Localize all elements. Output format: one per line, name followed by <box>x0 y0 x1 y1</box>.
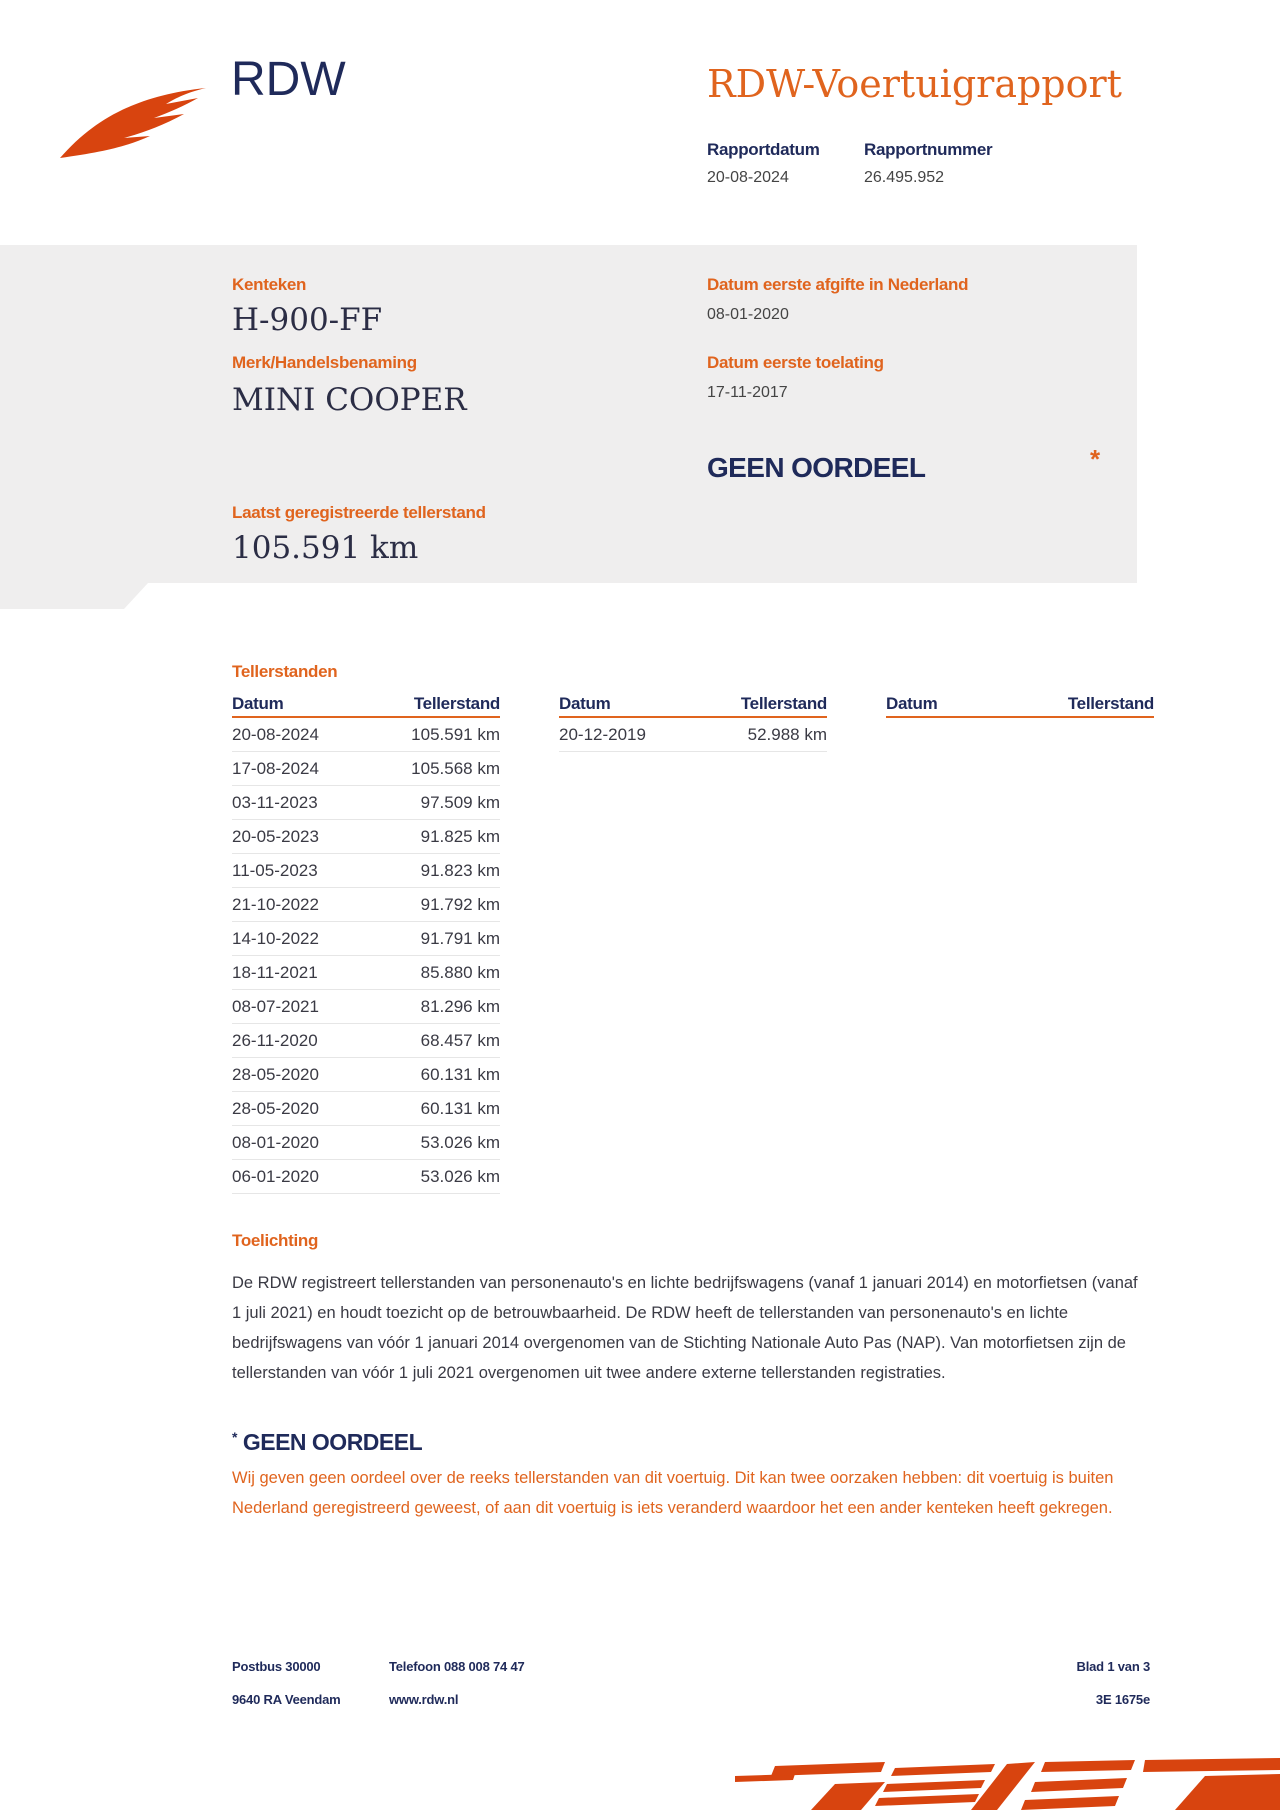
table-row <box>232 718 500 752</box>
row-reading: 91.791 km <box>420 928 500 948</box>
make-label: Merk/Handelsbenaming <box>232 353 417 372</box>
footer-website[interactable]: www.rdw.nl <box>389 1692 459 1707</box>
row-reading: 105.591 km <box>411 724 500 744</box>
last-odometer-label: Laatst geregistreerde tellerstand <box>232 503 486 522</box>
odometer-table-header <box>559 690 827 718</box>
row-date: 08-01-2020 <box>232 1132 319 1152</box>
note-title <box>232 1429 422 1456</box>
footer-page-number: Blad 1 van 3 <box>1076 1659 1150 1674</box>
table-row <box>232 1160 500 1194</box>
note-text: Wij geven geen oordeel over de reeks tellerstanden van dit voertuig. Dit kan twee oorzaken hebben: dit voertuig is buiten Nederland geregistreerd geweest, of aan dit voertuig is iets veranderd waardoor het een ander kenteken heeft gekregen. <box>232 1469 1114 1517</box>
row-date: 08-07-2021 <box>232 996 319 1016</box>
row-reading: 60.131 km <box>420 1098 500 1118</box>
odometer-column-1 <box>232 690 500 1194</box>
verdict-marker: * <box>1090 444 1101 474</box>
odometer-table-header <box>886 690 1154 718</box>
row-date: 28-05-2020 <box>232 1064 319 1084</box>
summary-panel <box>0 245 1137 583</box>
table-row <box>232 786 500 820</box>
row-reading: 60.131 km <box>420 1064 500 1084</box>
table-row <box>559 718 827 752</box>
row-reading: 105.568 km <box>411 758 500 778</box>
note-title-text: GEEN OORDEEL <box>242 1429 423 1455</box>
last-odometer-value: 105.591 km <box>232 530 419 566</box>
odometer-table-header <box>232 690 500 718</box>
row-reading: 91.825 km <box>420 826 500 846</box>
table-row <box>232 1024 500 1058</box>
first-admission-value: 17-11-2017 <box>707 384 788 401</box>
col-reading-header: Tellerstand <box>413 694 500 713</box>
row-date: 20-12-2019 <box>559 724 646 744</box>
table-row <box>232 922 500 956</box>
report-date-label: Rapportdatum <box>707 140 820 159</box>
row-date: 26-11-2020 <box>232 1030 318 1050</box>
odometer-column-3 <box>886 690 1154 718</box>
report-date: 20-08-2024 <box>707 169 789 186</box>
odometer-section-title: Tellerstanden <box>232 662 338 681</box>
footer-city: 9640 RA Veendam <box>232 1692 341 1707</box>
row-reading: 85.880 km <box>420 962 500 982</box>
odometer-column-2 <box>559 690 827 752</box>
row-date: 20-08-2024 <box>232 724 319 744</box>
row-reading: 53.026 km <box>420 1132 500 1152</box>
row-reading: 68.457 km <box>420 1030 500 1050</box>
row-reading: 52.988 km <box>747 724 827 744</box>
row-date: 18-11-2021 <box>232 962 318 982</box>
col-date-header: Datum <box>232 694 284 713</box>
row-reading: 97.509 km <box>420 792 500 812</box>
row-reading: 81.296 km <box>420 996 500 1016</box>
row-date: 28-05-2020 <box>232 1098 319 1118</box>
explanation-title: Toelichting <box>232 1231 319 1250</box>
report-number: 26.495.952 <box>864 169 945 186</box>
first-issue-label: Datum eerste afgifte in Nederland <box>707 275 969 294</box>
row-reading: 91.823 km <box>420 860 500 880</box>
explanation-text: De RDW registreert tellerstanden van personenauto's en lichte bedrijfswagens (vanaf 1 januari 2014) en motorfietsen (vanaf 1 juli 2021) en houdt toezicht op de betrouwbaarheid. De RDW heeft de tellerstanden van personenauto's en lichte bedrijfswagens van vóór 1 januari 2014 overgenomen van de Stichting Nationale Auto Pas (NAP). Van motorfietsen zijn de tellerstanden van vóór 1 juli 2021 overgenomen uit twee andere externe tellerstanden registraties. <box>232 1274 1138 1382</box>
table-row <box>232 820 500 854</box>
footer-phone: Telefoon 088 008 74 47 <box>389 1659 525 1674</box>
table-row <box>232 888 500 922</box>
row-date: 17-08-2024 <box>232 758 319 778</box>
note-marker: * <box>232 1429 237 1445</box>
col-reading-header: Tellerstand <box>1067 694 1154 713</box>
col-date-header: Datum <box>559 694 611 713</box>
row-date: 14-10-2022 <box>232 928 319 948</box>
footer-stripes-graphic <box>735 1758 1280 1810</box>
row-date: 11-05-2023 <box>232 860 318 880</box>
col-date-header: Datum <box>886 694 938 713</box>
verdict: GEEN OORDEEL <box>707 452 926 483</box>
row-date: 03-11-2023 <box>232 792 318 812</box>
row-reading: 53.026 km <box>420 1166 500 1186</box>
table-row <box>232 990 500 1024</box>
summary-panel-edge <box>0 583 1137 609</box>
first-admission-label: Datum eerste toelating <box>707 353 884 372</box>
row-date: 21-10-2022 <box>232 894 319 914</box>
col-reading-header: Tellerstand <box>740 694 827 713</box>
table-row <box>232 854 500 888</box>
plate-label: Kenteken <box>232 275 307 294</box>
logo-wordmark: RDW <box>231 53 346 106</box>
table-row <box>232 1126 500 1160</box>
footer-code: 3E 1675e <box>1095 1692 1150 1707</box>
row-date: 20-05-2023 <box>232 826 319 846</box>
table-row <box>232 1092 500 1126</box>
rdw-logo-icon <box>58 82 208 162</box>
plate-value: H-900-FF <box>232 302 383 338</box>
first-issue-value: 08-01-2020 <box>707 306 789 323</box>
footer-postbus: Postbus 30000 <box>232 1659 321 1674</box>
report-number-label: Rapportnummer <box>864 140 993 159</box>
row-date: 06-01-2020 <box>232 1166 319 1186</box>
table-row <box>232 1058 500 1092</box>
make-value: MINI COOPER <box>232 382 467 418</box>
table-row <box>232 956 500 990</box>
row-reading: 91.792 km <box>420 894 500 914</box>
table-row <box>232 752 500 786</box>
report-title: RDW-Voertuigrapport <box>707 62 1122 106</box>
